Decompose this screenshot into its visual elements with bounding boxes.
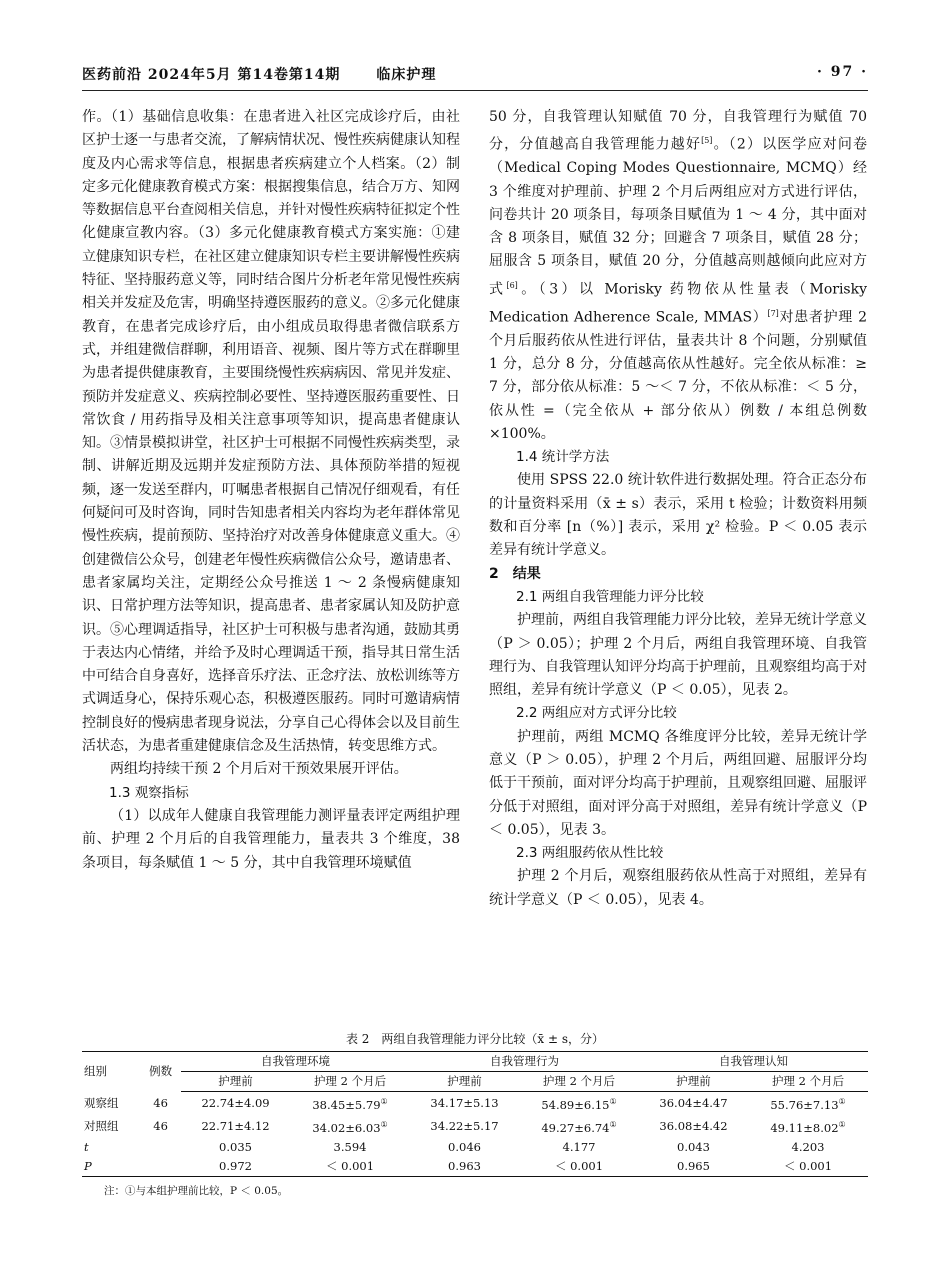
subheader-before: 护理前 [181,1072,290,1092]
paragraph-intervention: 作。（1）基础信息收集：在患者进入社区完成诊疗后，由社区护士逐一与患者交流，了解病情状况、慢性疾病健康认知程度及内心需求等信息，根据患者疾病建立个人档案。（2）制定多元化健康教育模式方案：根据搜集信息，结合万方、知网等数据信息平台查阅相关信息，并针对慢性疾病特征拟定个性化健康宣教内容。（3）多元化健康教育模式方案实施：①建立健康知识专栏，在社区建立健康知识专栏主要讲解慢性疾病特征、坚持服药意义等，同时结合图片分析老年常见慢性疾病相关并发症及危害，明确坚持遵医服药的意义。②多元化健康教育，在患者完成诊疗后，由小组成员取得患者微信联系方式，并组建微信群聊，利用语音、视频、图片等方式在群聊里为患者提供健康教育，主要围绕慢性疾病病因、常见并发症、预防并发症意义、疾病控制必要性、坚持遵医服药重要性、日常饮食 / 用药指导及相关注意事项等知识，提高患者健康认知。③情景模拟讲堂，社区护士可根据不同慢性疾病类型，录制、讲解近期及远期并发症预防方法、具体预防举措的短视频，逐一发送至群内，叮嘱患者根据自己情况仔细观看，有任何疑问可及时咨询，同时告知患者相关内容均为老年群体常见慢性疾病，提前预防、坚持治疗对改善身体健康意义重大。④创建微信公众号，创建老年慢性疾病微信公众号，邀请患者、患者家属均关注，定期经公众号推送 1 ～ 2 条慢病健康知识、日常护理方法等知识，提高患者、患者家属认知及防护意识。⑤心理调适指导，社区护士可积极与患者沟通，鼓励其勇于表达内心情绪，并给予及时心理调适干预，指导其日常生活中可结合自身喜好，选择音乐疗法、正念疗法、放松训练等方式调适身心，保持乐观心态，积极遵医服药。同时可邀请病情控制良好的慢病患者现身说法，分享自己心得体会以及目前生活状态，为患者重建健康信念及生活热情，转变思维方式。 [82,109,460,755]
cell-value: 34.02±6.03 [312,1120,381,1135]
subheader-before: 护理前 [410,1072,519,1092]
table-note: 注：①与本组护理前比较，P ＜ 0.05。 [104,1184,289,1197]
col-header-n: 例数 [140,1052,181,1092]
cell: ＜ 0.001 [519,1157,639,1177]
cell: ＜ 0.001 [290,1157,410,1177]
footnote-marker: ① [609,1097,617,1106]
right-column [489,106,867,912]
row-label: P [82,1157,140,1177]
cell: 0.043 [677,1139,710,1154]
table-2-grid [82,1051,868,1177]
cell: 36.08±4.42 [659,1118,728,1133]
paragraph-statistics: 使用 SPSS 22.0 统计软件进行数据处理。符合正态分布的计量资料采用（x̄ ± s）表示，采用 t 检验；计数资料用频数和百分率 [n（%）] 表示，采用 χ² 检验。P ＜ 0.05 表示差异有统计学意义。 [489,472,867,559]
heading-1-4: 1.4 统计学方法 [516,449,610,466]
table-2 [82,1030,868,1198]
cell: 0.035 [219,1139,252,1154]
table-caption: 表 2 两组自我管理能力评分比较（x̄ ± s，分） [345,1032,605,1046]
text-segment: 。（2）以医学应对问卷（Medical Coping Modes Questionnaire, MCMQ）经 3 个维度对护理前、护理 2 个月后两组应对方式进行评估，问卷共计 20 项条目，每项条目赋值为 1 ～ 4 分，其中面对含 8 项条目，赋值 32 分；回避含 7 项条目，赋值 28 分；屈服含 5 项条目，赋值 20 分，分值越高则越倾向此应对方式 [489,136,867,298]
page-number: · 97 · [817,64,868,80]
cell [519,1115,639,1138]
cell: 22.71±4.12 [201,1118,270,1133]
cell: ＜ 0.001 [748,1157,868,1177]
heading-results: 2 结果 [489,565,541,582]
text-segment: 。（3）以 Morisky 药物依从性量表（Morisky Medication Adherence Scale, MMAS） [489,281,867,326]
left-column [82,106,460,875]
heading-2-2: 2.2 两组应对方式评分比较 [516,705,677,722]
cell-value: 38.45±5.79 [312,1097,381,1112]
row-label: 观察组 [84,1095,119,1110]
col-header-cognition: 自我管理认知 [639,1052,868,1072]
paragraph-indicators-cont [489,106,867,446]
footnote-marker: ① [609,1119,617,1129]
footnote-marker: ① [380,1097,388,1106]
subheader-after: 护理 2 个月后 [290,1072,410,1092]
cell: 0.963 [410,1157,519,1177]
table-row-t [82,1138,868,1157]
cell: 0.972 [181,1157,290,1177]
subheader-before: 护理前 [639,1072,748,1092]
cell: 34.17±5.13 [430,1095,499,1110]
row-label: t [84,1139,89,1154]
cell: 4.177 [562,1139,596,1154]
cell [290,1115,410,1138]
cell-value: 54.89±6.15 [541,1097,610,1112]
cell: 0.965 [639,1157,748,1177]
paragraph-result-2-3: 护理 2 个月后，观察组服药依从性高于对照组，差异有统计学意义（P ＜ 0.05），见表 4。 [489,868,867,908]
paragraph-result-2-2: 护理前，两组 MCMQ 各维度评分比较，差异无统计学意义（P ＞ 0.05），护理 2 个月后，两组回避、屈服评分均低于干预前，面对评分均高于护理前，且观察组回避、屈服评分低于对照组，面对评分高于对照组，差异有统计学意义（P ＜ 0.05），见表 3。 [489,728,867,838]
cell [290,1092,410,1115]
paragraph-result-2-1: 护理前，两组自我管理能力评分比较，差异无统计学意义（P ＞ 0.05）；护理 2 个月后，两组自我管理环境、自我管理行为、自我管理认知评分均高于护理前，且观察组均高于对照组，差异有统计学意义（P ＜ 0.05），见表 2。 [489,612,867,699]
table-row-control [82,1115,868,1138]
cell-empty [140,1157,181,1177]
subheader-after: 护理 2 个月后 [519,1072,639,1092]
section-title: 临床护理 [376,67,437,83]
footnote-marker: ① [838,1097,846,1106]
table-row-p [82,1157,868,1177]
cell: 36.04±4.47 [659,1095,728,1110]
cell-n: 46 [153,1118,168,1133]
cell [519,1092,639,1115]
cell-empty [140,1138,181,1157]
row-label: 对照组 [84,1118,119,1133]
footnote-marker: ① [380,1119,388,1129]
text-segment: 对患者护理 2 个月后服药依从性进行评估，量表共计 8 个问题，分别赋值 1 分，总分 8 分，分值越高依从性越好。完全依从标准：≥ 7 分，部分依从标准：5 ～＜ 7 分，不依从标准：＜ 5 分，依从性 =（完全依从 + 部分依从）例数 / 本组总例数 ×100%。 [489,309,868,442]
cell [748,1092,868,1115]
paragraph-indicators: （1）以成年人健康自我管理能力测评量表评定两组护理前、护理 2 个月后的自我管理能力，量表共 3 个维度，38 条项目，每条赋值 1 ～ 5 分，其中自我管理环境赋值 [82,807,460,871]
text-segment: 50 分，自我管理认知赋值 70 分，自我管理行为赋值 70 分，分值越高自我管理能力越好 [489,109,867,153]
heading-2-1: 2.1 两组自我管理能力评分比较 [516,588,704,605]
citation-5: [5] [701,136,713,146]
journal-title: 医药前沿 2024年5月 第14卷第14期 [82,67,341,83]
citation-7: [7] [767,308,779,318]
cell-value: 49.27±6.74 [541,1120,610,1135]
paragraph-duration: 两组均持续干预 2 个月后对干预效果展开评估。 [110,761,408,778]
heading-2-3: 2.3 两组服药依从性比较 [516,845,664,862]
journal-info [82,64,436,84]
col-header-group: 组别 [82,1052,140,1092]
cell: 22.74±4.09 [201,1095,270,1110]
col-header-environment: 自我管理环境 [181,1052,410,1072]
cell-value: 55.76±7.13 [770,1097,839,1112]
footnote-marker: ① [838,1119,846,1129]
citation-6: [6] [506,280,518,290]
page-header [82,62,868,91]
cell: 0.046 [448,1139,481,1154]
subheader-after: 护理 2 个月后 [748,1072,868,1092]
heading-1-3: 1.3 观察指标 [109,784,189,801]
cell: 4.203 [791,1139,825,1154]
cell: 3.594 [333,1139,367,1154]
table-row-observation [82,1092,868,1115]
cell [748,1115,868,1138]
col-header-behavior: 自我管理行为 [410,1052,639,1072]
cell-value: 49.11±8.02 [770,1120,839,1135]
cell-n: 46 [153,1095,168,1110]
cell: 34.22±5.17 [430,1118,499,1133]
